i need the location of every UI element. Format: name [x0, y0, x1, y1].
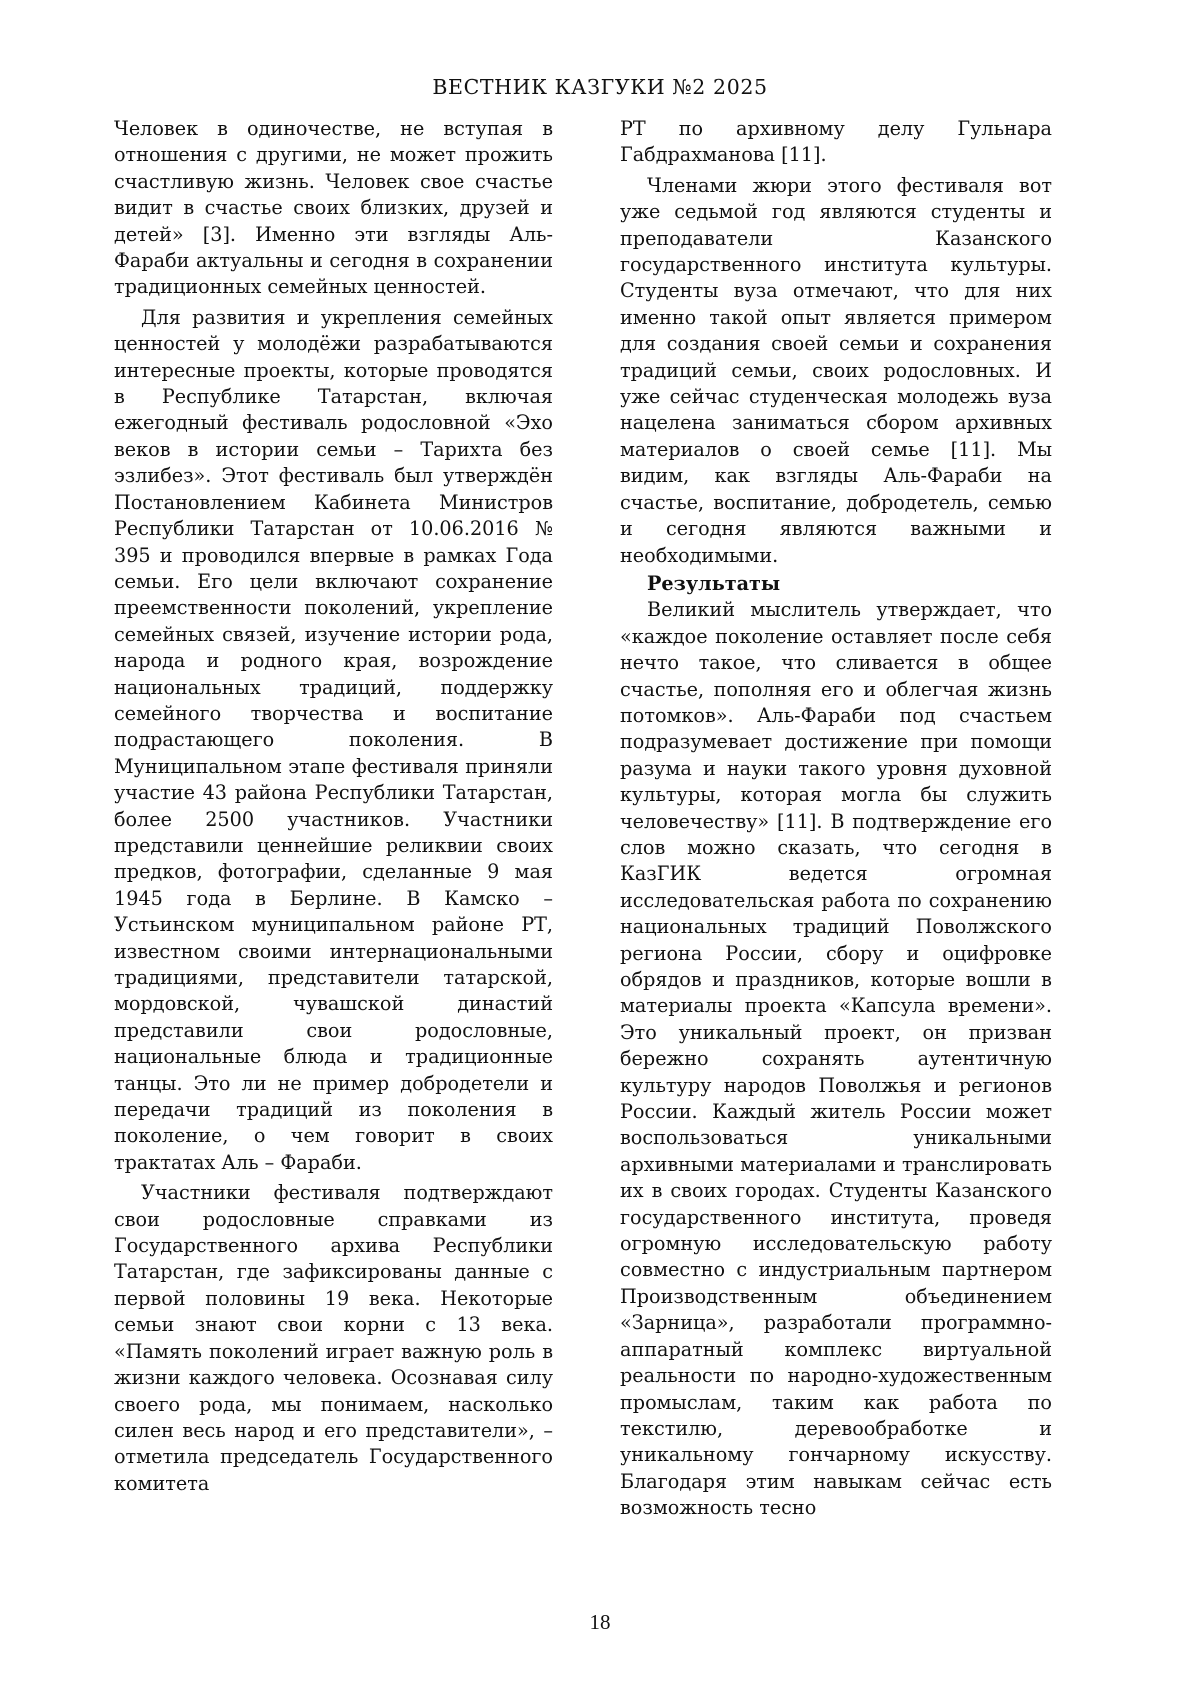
left-column — [114, 116, 553, 1497]
paragraph-alfarabi-happiness-continuation: Человек в одиночестве, не вступая в отношения с другими, не может прожить счастливую жизнь. Человек свое счастье видит в счастье своих близких, друзей и детей» [3]. Именно эти взгляды Аль-Фараби актуальны и сегодня в сохранении традиционных семейных ценностей. — [114, 117, 553, 299]
paragraph-results: Великий мыслитель утверждает, что «каждое поколение оставляет после себя нечто такое, что сливается в общее счастье, пополняя его и облегчая жизнь потомков». Аль-Фараби под счастьем подразумевает достижение при помощи разума и науки такого уровня духовной культуры, которая могла бы служить человечеству» [11]. В подтверждение его слов можно сказать, что сегодня в КазГИК ведется огромная исследовательская работа по сохранению национальных традиций Поволжского региона России, сбору и оцифровке обрядов и праздников, которые вошли в материалы проекта «Капсула времени». Это уникальный проект, он призван бережно сохранять аутентичную культуру народов Поволжья и регионов России. Каждый житель России может воспользоваться уникальными архивными материалами и транслировать их в своих городах. Студенты Казанского государственного института, проведя огромную исследовательскую работу совместно с индустриальным партнером Производственным объединением «Зарница», разработали программно-аппаратный комплекс виртуальной реальности по народно-художественным промыслам, таким как работа по текстилю, деревообработке и уникальному гончарному искусству. Благодаря этим навыкам сейчас есть возможность тесно — [620, 598, 1052, 1520]
paragraph-archive-committee-continuation: РТ по архивному делу Гульнара Габдрахманова [11]. — [620, 117, 1052, 167]
right-column — [620, 116, 1052, 1522]
paragraph-family-values-festival: Для развития и укрепления семейных ценностей у молодёжи разрабатываются интересные проекты, которые проводятся в Республике Татарстан, включая ежегодный фестиваль родословной «Эхо веков в истории семьи – Тарихта без эзлибез». Этот фестиваль был утверждён Постановлением Кабинета Министров Республики Татарстан от 10.06.2016 № 395 и проводился впервые в рамках Года семьи. Его цели включают сохранение преемственности поколений, укрепление семейных связей, изучение истории рода, народа и родного края, возрождение национальных традиций, поддержку семейного творчества и воспитание подрастающего поколения. В Муниципальном этапе фестиваля приняли участие 43 района Республики Татарстан, более 2500 участников. Участники представили ценнейшие реликвии своих предков, фотографии, сделанные 9 мая 1945 года в Берлине. В Камско – Устьинском муниципальном районе РТ, известном своими интернациональными традициями, представители татарской, мордовской, чувашской династий представили свои родословные, национальные блюда и традиционные танцы. Это ли не пример добродетели и передачи традиций из поколения в поколение, о чем говорит в своих трактатах Аль – Фараби. — [114, 305, 553, 1174]
paragraph-jury-members: Членами жюри этого фестиваля вот уже седьмой год являются студенты и преподаватели Казанского государственного института культуры. Студенты вуза отмечают, что для них именно такой опыт является примером для создания своей семьи и сохранения традиций семьи, своих родословных. И уже сейчас студенческая молодежь вуза нацелена заниматься сбором архивных материалов о своей семье [11]. Мы видим, как взгляды Аль-Фараби на счастье, воспитание, добродетель, семью и сегодня являются важными и необходимыми. — [620, 173, 1052, 567]
page-number: 18 — [589, 1610, 611, 1634]
paragraph-festival-participants-archives: Участники фестиваля подтверждают свои родословные справками из Государственного архива Республики Татарстан, где зафиксированы данные с первой половины 19 века. Некоторые семьи знают свои корни с 13 века. «Память поколений играет важную роль в жизни каждого человека. Осознавая силу своего рода, мы понимаем, насколько силен весь народ и его представители», – отметила председатель Государственного комитета — [114, 1181, 553, 1495]
running-header: ВЕСТНИК КАЗГУКИ №2 2025 — [432, 75, 768, 99]
section-heading-results: Результаты — [647, 571, 781, 595]
